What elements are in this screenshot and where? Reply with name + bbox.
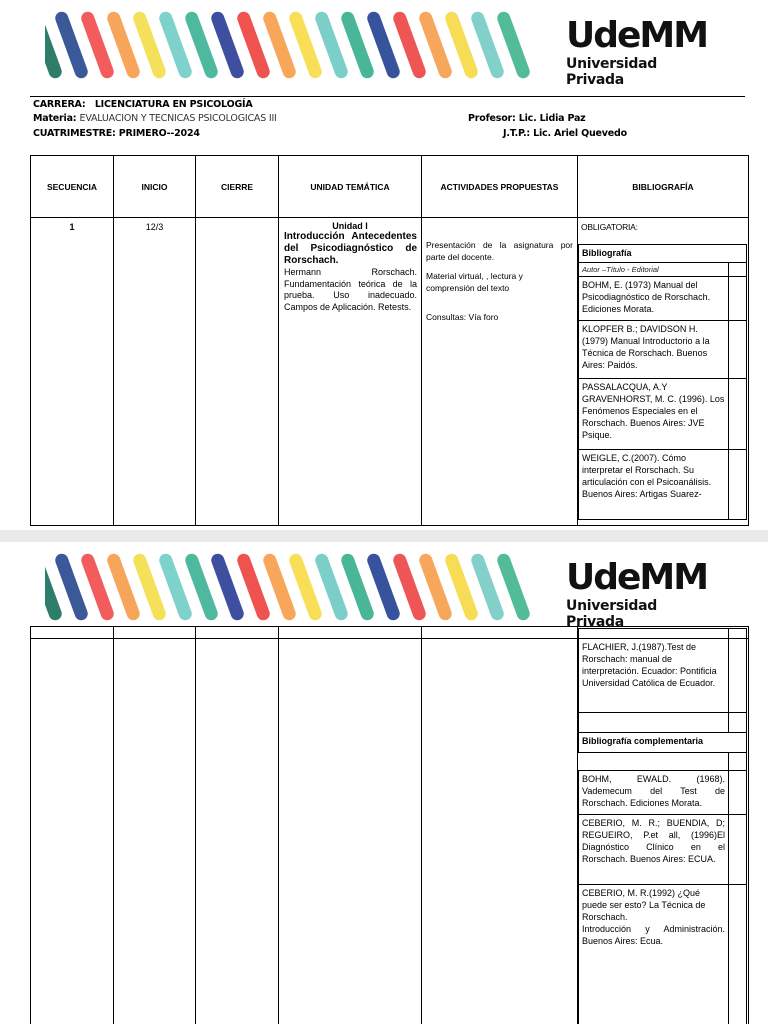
header-unidad: UNIDAD TEMÁTICA — [279, 156, 422, 218]
header-actividades: ACTIVIDADES PROPUESTAS — [422, 156, 578, 218]
materia-label: Materia: — [33, 113, 77, 124]
complementary-entry-group — [579, 885, 729, 1024]
header-cierre: CIERRE — [196, 156, 279, 218]
complementary-entry: BOHM, EWALD. (1968). Vademecum del Test de Rorschach. Ediciones Morata. — [579, 771, 729, 815]
cell-inicio: 12/3 — [114, 218, 196, 526]
bibliography-table — [578, 244, 747, 520]
bibliography-entry: FLACHIER, J.(1987).Test de Rorschach: manual de interpretación. Ecuador: Pontificia Universidad Católica de Ecuador. — [579, 639, 729, 713]
profesor-line: Profesor: Lic. Lidia Paz — [468, 113, 586, 124]
document-page-2 — [0, 542, 768, 1024]
complementaria-heading: Bibliografía complementaria — [579, 733, 747, 753]
logo-sub-text: Universidad Privada — [566, 56, 657, 88]
cuatrimestre-line: CUATRIMESTRE: PRIMERO--2024 — [33, 128, 200, 139]
decorative-stripes-banner — [45, 8, 535, 84]
table-header-row — [31, 156, 749, 218]
bibliography-entry: BOHM, E. (1973) Manual del Psicodiagnóstico de Rorschach. Ediciones Morata. — [579, 277, 729, 321]
bibliography-columns: Autor –Título - Editorial — [579, 263, 729, 277]
materia-value: EVALUACION Y TECNICAS PSICOLOGICAS III — [79, 113, 277, 124]
complementary-entry: CEBERIO, M. R.; BUENDIA, D; REGUEIRO, P.et all, (1996)El Diagnóstico Clínico en el Rorschach. Buenos Aires: ECUA. — [579, 815, 729, 885]
bibliography-entry: WEIGLE, C.(2007). Cómo interpretar el Rorschach. Su articulación con el Psicoanálisis. Buenos Aires: Artigas Suarez- — [579, 450, 729, 520]
header-secuencia: SECUENCIA — [31, 156, 114, 218]
header-bibliografia: BIBLIOGRAFÍA — [578, 156, 749, 218]
complementary-entry: CEBERIO, M. R.(1992) ¿Qué puede ser esto? La Técnica de Rorschach. — [582, 888, 706, 922]
carrera-line — [33, 99, 253, 110]
jtp-line: J.T.P.: Lic. Ariel Quevedo — [503, 128, 627, 139]
header-inicio: INICIO — [114, 156, 196, 218]
logo-main-text: UdeMM — [566, 557, 708, 598]
activity-item: Material virtual, , lectura y comprensión del texto — [426, 271, 523, 293]
unit-body: Hermann Rorschach. Fundamentación teórica de la prueba. Uso inadecuado. Campos de Aplicación. Retests. — [284, 267, 417, 312]
cell-cierre — [196, 218, 279, 526]
complementary-entry: Introducción y Administración. Buenos Aires: Ecua. — [582, 924, 725, 946]
unit-title: Unidad I — [332, 221, 368, 231]
bibliography-heading: Bibliografía — [579, 245, 747, 263]
bibliography-entry: PASSALACQUA, A.Y GRAVENHORST, M. C. (1996). Los Fenómenos Especiales en el Rorschach. Buenos Aires: JVE Psique. — [579, 379, 729, 450]
udemm-logo — [566, 16, 706, 88]
page-gap — [0, 530, 768, 542]
logo-main-text: UdeMM — [566, 15, 708, 56]
obligatoria-label: OBLIGATORIA: — [581, 222, 638, 232]
activity-item: Consultas: Vía foro — [426, 312, 499, 322]
cell-unidad — [279, 218, 422, 526]
cell-secuencia: 1 — [31, 218, 114, 526]
unit-heading: Introducción Antecedentes del Psicodiagnóstico de Rorschach. — [284, 231, 417, 266]
header-divider — [30, 96, 745, 97]
bibliography-table-continued — [578, 628, 747, 1024]
carrera-label: CARRERA: — [33, 99, 86, 110]
materia-line — [33, 113, 277, 124]
bibliography-entry: KLOPFER B.; DAVIDSON H. (1979) Manual Introductorio a la Técnica de Rorschach. Buenos Aires: Paidós. — [579, 321, 729, 379]
decorative-stripes-banner — [45, 550, 535, 626]
cell-actividades — [422, 218, 578, 526]
logo-sub-text: Universidad Privada — [566, 598, 657, 630]
udemm-logo — [566, 558, 706, 630]
activity-item: Presentación de la asignatura por parte del docente. — [426, 240, 573, 262]
carrera-value: LICENCIATURA EN PSICOLOGÍA — [94, 99, 253, 110]
